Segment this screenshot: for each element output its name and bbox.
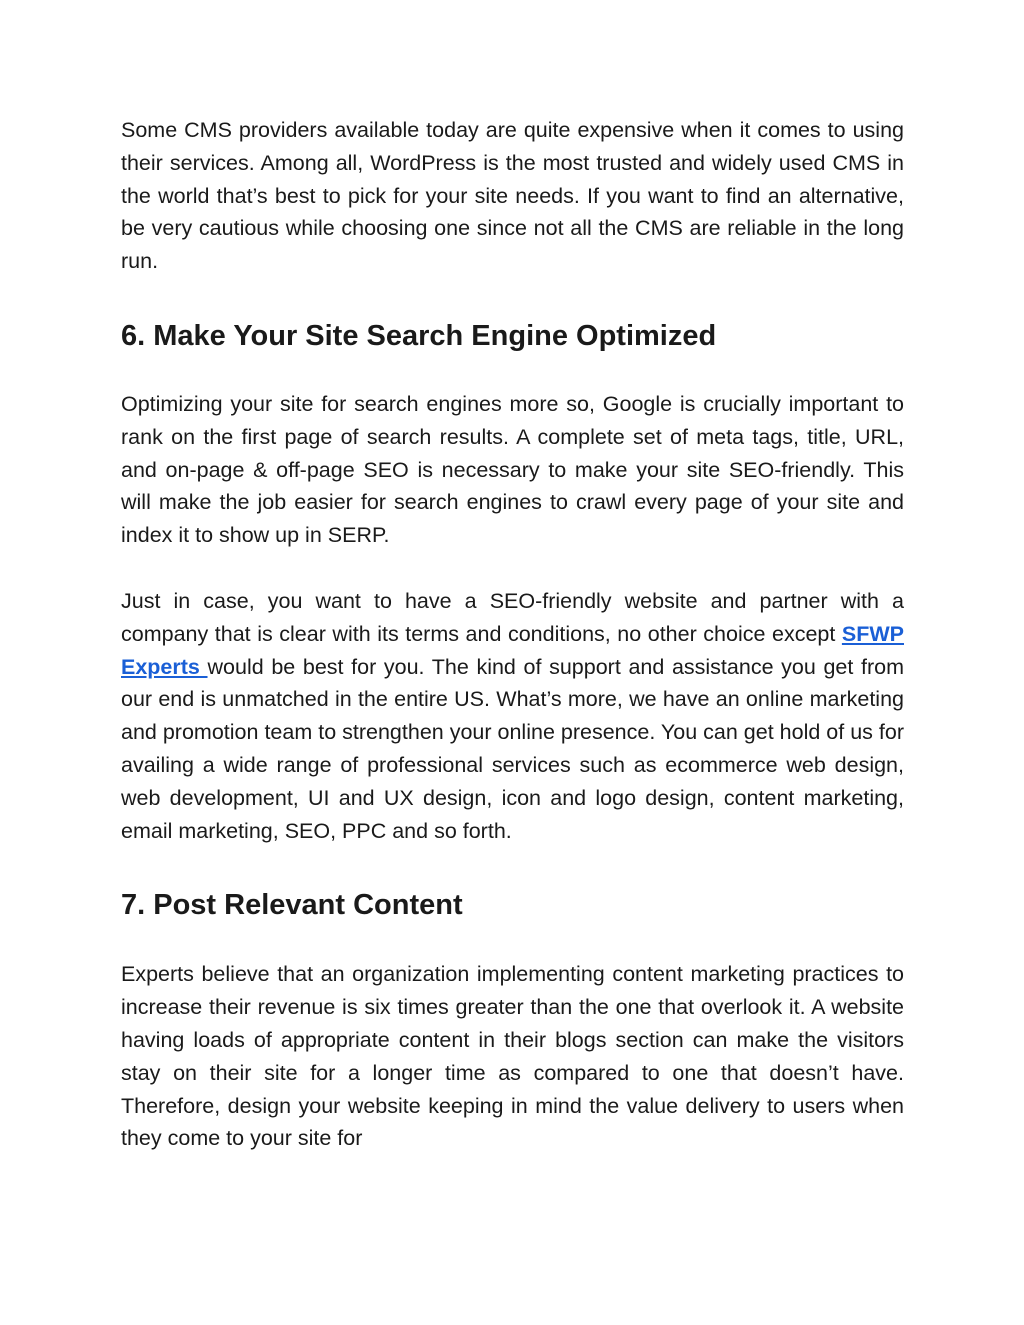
paragraph-partner-text-start: Just in case, you want to have a SEO-friendly website and partner with a company that is clear with its terms and conditions, no other choice except xyxy=(121,588,904,646)
sfwp-experts-link[interactable]: SFWP Experts xyxy=(121,621,904,679)
paragraph-partner-text-end: would be best for you. The kind of support and assistance you get from our end is unmatched in the entire US. What’s more, we have an online marketing and promotion team to strengthen your online presence. You can get hold of us for availing a wide range of professional services such as ecommerce web design, web development, UI and UX design, icon and logo design, content marketing, email marketing, SEO, PPC and so forth. xyxy=(121,654,904,843)
paragraph-partner xyxy=(121,585,904,847)
paragraph-cms: Some CMS providers available today are quite expensive when it comes to using their services. Among all, WordPress is the most trusted and widely used CMS in the world that’s best to pick for your site needs. If you want to find an alternative, be very cautious while choosing one since not all the CMS are reliable in the long run. xyxy=(121,118,904,274)
heading-content: 7. Post Relevant Content xyxy=(121,889,463,922)
document-page xyxy=(121,114,904,1155)
paragraph-seo: Optimizing your site for search engines more so, Google is crucially important to rank on the first page of search results. A complete set of meta tags, title, URL, and on-page & off-page SEO is necessary to make your site SEO-friendly. This will make the job easier for search engines to crawl every page of your site and index it to show up in SERP. xyxy=(121,391,904,548)
paragraph-content: Experts believe that an organization implementing content marketing practices to increase their revenue is six times greater than the one that overlook it. A website having loads of appropriate content in their blogs section can make the visitors stay on their site for a longer time as compared to one that doesn’t have. Therefore, design your website keeping in mind the value delivery to users when they come to your site for xyxy=(121,962,904,1151)
heading-seo: 6. Make Your Site Search Engine Optimized xyxy=(121,319,717,352)
